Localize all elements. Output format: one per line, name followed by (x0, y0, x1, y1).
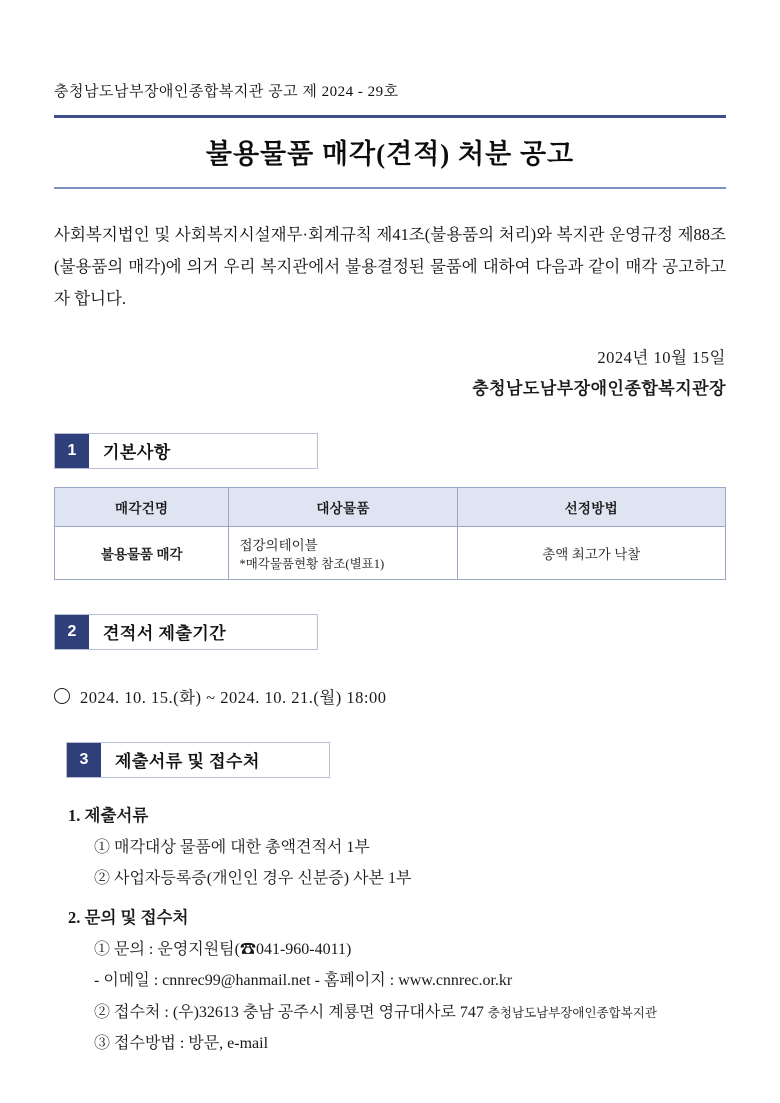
submission-method-item: ③ 접수방법 : 방문, e-mail (94, 1034, 269, 1052)
cell-target-items (229, 526, 457, 579)
title-block (54, 118, 726, 189)
issuer-name: 충청남도남부장애인종합복지관장 (472, 378, 726, 398)
section-header-2 (54, 614, 318, 650)
section-header-3 (66, 742, 330, 778)
submission-docs-label: 1. 제출서류 (68, 805, 149, 825)
section-number-2: 2 (55, 615, 89, 649)
target-line-1: 접강의테이블 (239, 537, 318, 553)
table-header-target: 대상물품 (229, 487, 457, 526)
section-title-3: 제출서류 및 접수처 (115, 752, 260, 772)
circle-bullet-icon (54, 688, 70, 704)
list-spacer (54, 894, 726, 902)
document-number: 충청남도남부장애인종합복지관 공고 제 2024 - 29호 (54, 84, 399, 100)
address-suffix: 충청남도남부장애인종합복지관 (487, 1005, 657, 1020)
address-prefix: ② 접수처 : (우)32613 충남 공주시 계룡면 영규대사로 747 (94, 1003, 488, 1021)
contact-phone-item: ① 문의 : 운영지원팀(☎041-960-4011) (94, 941, 352, 959)
submission-details (54, 800, 726, 1059)
table-row (55, 526, 726, 579)
intro-paragraph: 사회복지법인 및 사회복지시설재무·회계규칙 제41조(불용품의 처리)와 복지관 운영규정 제88조(불용품의 매각)에 의거 우리 복지관에서 불용결정된 물품에 대하여 다음과 같이 매각 공고하고자 합니다. (54, 225, 726, 309)
contact-address-item (94, 997, 726, 1028)
table-header-row (55, 487, 726, 526)
section-number-3: 3 (67, 743, 101, 777)
target-line-2: *매각물품현황 참조(별표1) (239, 556, 385, 571)
section-title-2: 견적서 제출기간 (103, 624, 227, 644)
submission-period-text: 2024. 10. 15.(화) ~ 2024. 10. 21.(월) 18:00 (80, 687, 387, 707)
table-header-method: 선정방법 (457, 487, 725, 526)
submission-docs-item-1: ① 매각대상 물품에 대한 총액견적서 1부 (94, 838, 370, 856)
section-header-1 (54, 433, 318, 469)
issue-date: 2024년 10월 15일 (597, 347, 726, 367)
contact-email-item: - 이메일 : cnnrec99@hanmail.net - 홈페이지 : www.cnnrec.or.kr (94, 972, 513, 990)
page-title: 불용물품 매각(견적) 처분 공고 (205, 139, 575, 169)
contact-label: 2. 문의 및 접수처 (68, 908, 189, 928)
cell-selection-method: 총액 최고가 낙찰 (457, 526, 725, 579)
submission-period (54, 684, 726, 708)
sale-items-table (54, 487, 726, 580)
submission-docs-item-2: ② 사업자등록증(개인인 경우 신분증) 사본 1부 (94, 869, 412, 887)
cell-item-name: 불용물품 매각 (55, 526, 229, 579)
section-title-1: 기본사항 (103, 443, 171, 463)
section-number-1: 1 (55, 434, 89, 468)
table-header-item-name: 매각건명 (55, 487, 229, 526)
